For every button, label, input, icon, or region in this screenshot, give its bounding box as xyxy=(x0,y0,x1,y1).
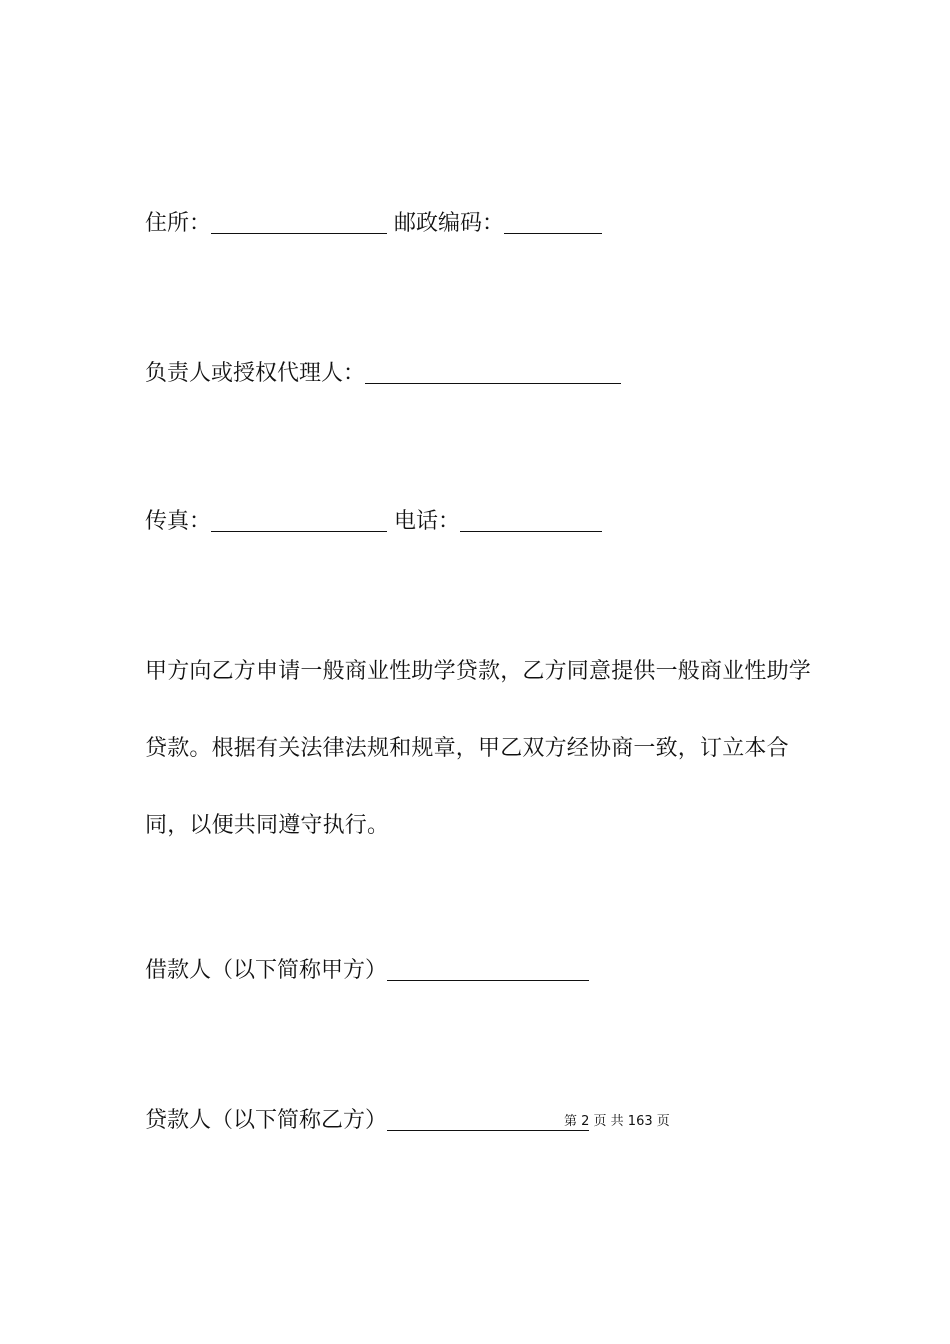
phone-label: 电话： xyxy=(394,509,461,534)
address-label: 住所： xyxy=(145,211,212,236)
borrower-blank[interactable] xyxy=(387,958,589,981)
representative-line xyxy=(145,359,621,389)
postcode-blank[interactable] xyxy=(504,211,602,234)
lender-blank[interactable] xyxy=(387,1108,589,1131)
address-postcode-line xyxy=(145,209,602,239)
fax-blank[interactable] xyxy=(211,509,387,532)
representative-blank[interactable] xyxy=(365,361,621,384)
address-blank[interactable] xyxy=(211,211,387,234)
borrower-line xyxy=(145,956,589,986)
lender-label: 贷款人（以下简称乙方） xyxy=(145,1108,388,1133)
body-paragraph: 甲方向乙方申请一般商业性助学贷款，乙方同意提供一般商业性助学贷款。根据有关法律法规和规章，甲乙双方经协商一致，订立本合同，以便共同遵守执行。 xyxy=(145,659,812,838)
lender-line xyxy=(145,1106,589,1136)
page-number: 第 2 页 共 163 页 xyxy=(564,1114,670,1129)
fax-label: 传真： xyxy=(145,509,212,534)
representative-label: 负责人或授权代理人： xyxy=(145,361,366,386)
postcode-label: 邮政编码： xyxy=(394,211,505,236)
borrower-label: 借款人（以下简称甲方） xyxy=(145,958,388,983)
fax-phone-line xyxy=(145,507,602,537)
phone-blank[interactable] xyxy=(460,509,602,532)
